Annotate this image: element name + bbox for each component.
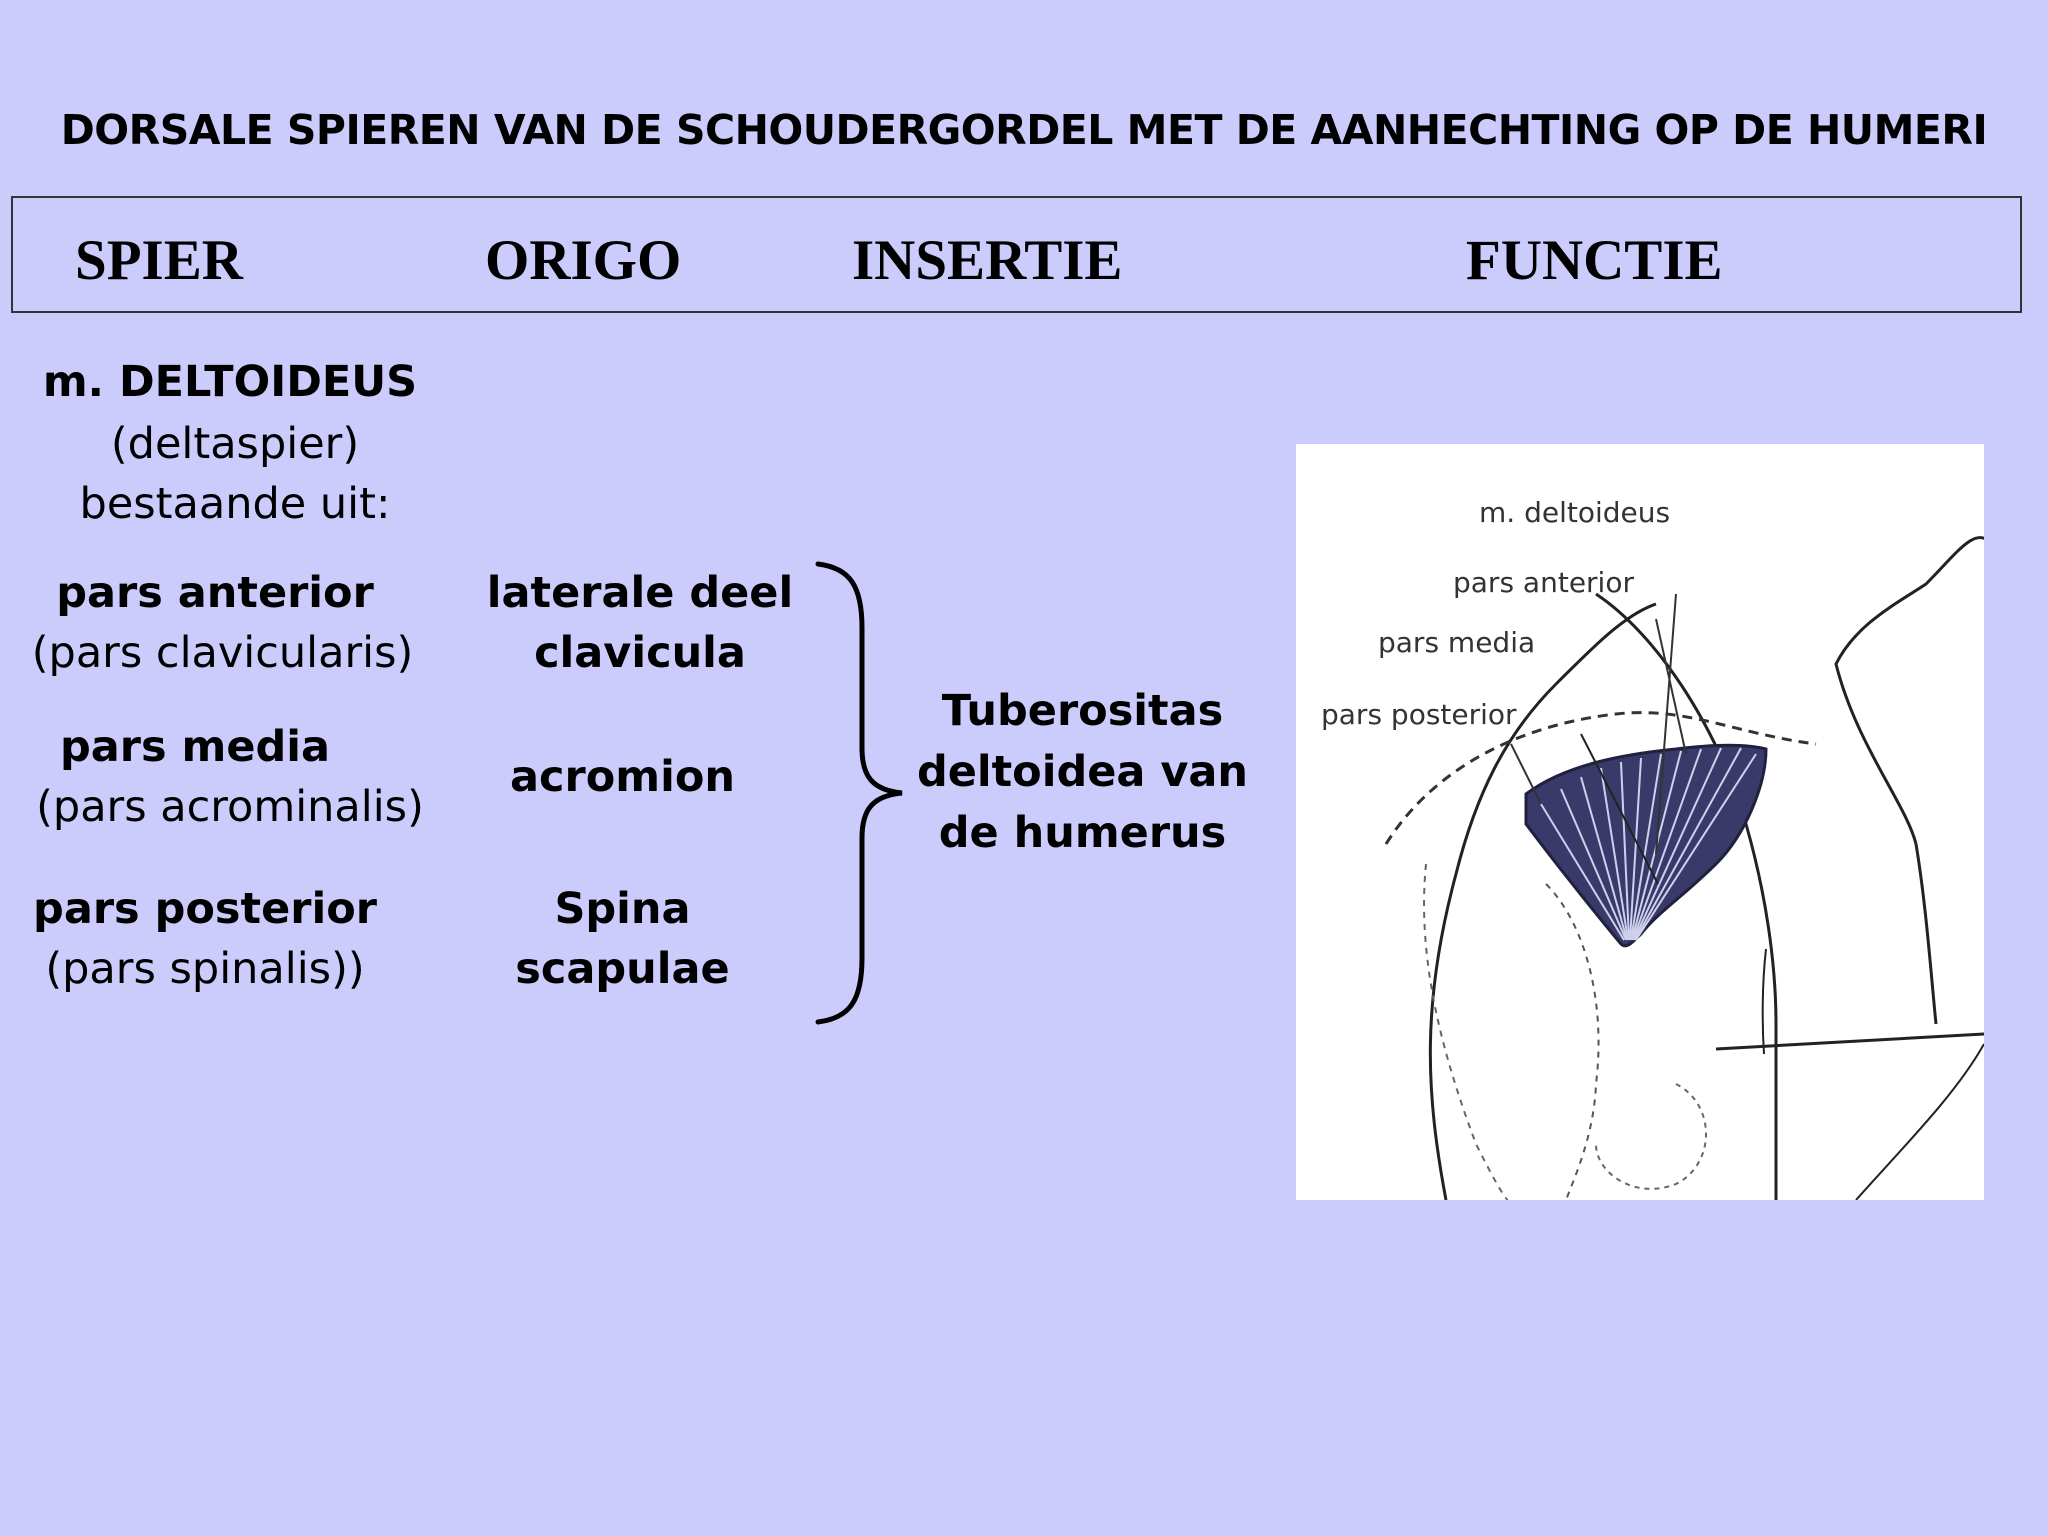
insertion-line1: Tuberositas [941, 686, 1224, 736]
part-anterior-alias: (pars clavicularis) [31, 628, 414, 678]
insertion-line3: de humerus [938, 808, 1227, 858]
muscle-alias: (deltaspier) [110, 419, 360, 469]
figure-label-muscle: m. deltoideus [1479, 496, 1671, 529]
header-origo: ORIGO [485, 229, 682, 292]
deltoid-illustration [1296, 444, 1984, 1200]
part-media-name: pars media [59, 722, 331, 772]
header-spier: SPIER [75, 229, 243, 292]
muscle-consists: bestaande uit: [79, 479, 391, 529]
origin-media: acromion [510, 752, 735, 802]
figure-label-media: pars media [1378, 626, 1536, 659]
part-posterior-alias: (pars spinalis)) [45, 944, 365, 994]
origin-anterior-line2: clavicula [534, 628, 746, 678]
curly-brace-icon [810, 558, 910, 1028]
origin-posterior-line2: scapulae [515, 944, 730, 994]
muscle-name: m. DELTOIDEUS [42, 357, 418, 407]
figure-label-anterior: pars anterior [1453, 566, 1634, 599]
header-functie: FUNCTIE [1466, 229, 1723, 292]
shoulder-drawing [1296, 444, 1984, 1200]
figure-label-posterior: pars posterior [1321, 698, 1517, 731]
insertion-line2: deltoidea van [916, 747, 1249, 797]
part-media-alias: (pars acrominalis) [36, 782, 424, 832]
header-insertie: INSERTIE [852, 229, 1123, 292]
part-posterior-name: pars posterior [33, 884, 377, 934]
origin-anterior-line1: laterale deel [486, 568, 794, 618]
part-anterior-name: pars anterior [56, 568, 374, 618]
page-title: DORSALE SPIEREN VAN DE SCHOUDERGORDEL MET DE AANHECHTING OP DE HUMERI [60, 106, 1988, 154]
origin-posterior-line1: Spina [554, 884, 691, 934]
